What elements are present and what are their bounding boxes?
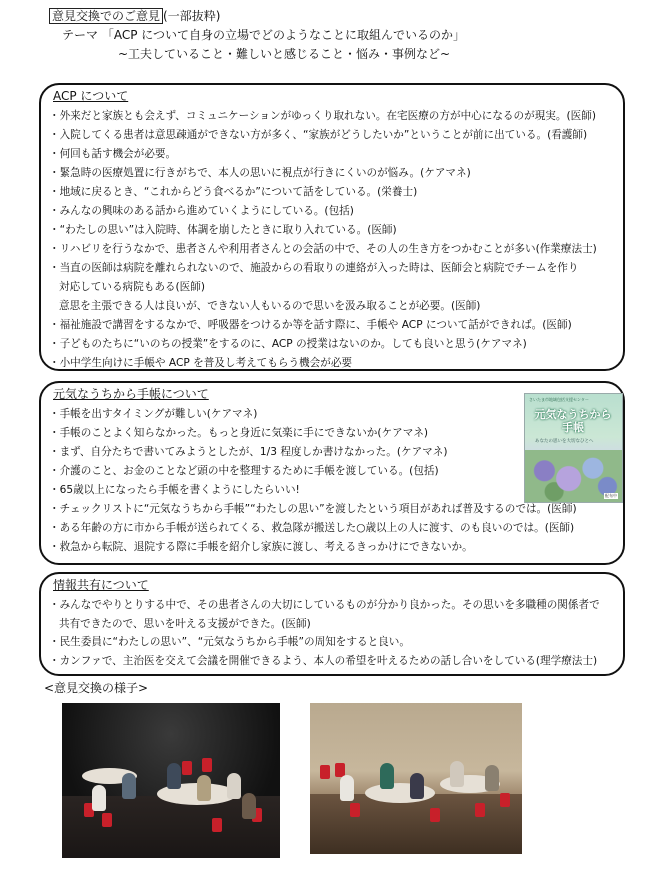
photo-table: [365, 783, 435, 803]
photo-chair: [212, 818, 222, 832]
photo-person: [485, 765, 499, 791]
title-suffix: (一部抜粋): [163, 9, 221, 23]
list-item-continuation: 共有できたので、思いを叶える支援ができた。(医師): [59, 617, 311, 630]
list-item: ・ある年齢の方に市から手帳が送られてくる、救急隊が搬送した○歳以上の人に渡す、のも良いのでは。(医師): [49, 522, 575, 534]
photo-person: [410, 773, 424, 799]
photo-person: [242, 793, 256, 819]
title-boxed: 意見交換でのご意見: [49, 8, 163, 24]
section-genki-techo: [39, 381, 625, 565]
list-item: ・介護のこと、お金のことなど頭の中を整理するために手帳を渡している。(包括): [49, 465, 439, 477]
list-item: ・リハビリを行うなかで、患者さんや利用者さんとの会話の中で、その人の生き方をつかむことが多い(作業療法士): [49, 243, 597, 255]
photo-chair: [182, 761, 192, 775]
theme-subline: ~工夫していること・難しいと感じること・悩み・事例など~: [118, 47, 451, 61]
photo-person: [197, 775, 211, 801]
photo-chair: [500, 793, 510, 807]
photo-person: [227, 773, 241, 799]
list-item: ・みんなの興味のある話から進めていくようにしている。(包括): [49, 205, 354, 217]
photo-chair: [475, 803, 485, 817]
list-item: ・入院してくる患者は意思疎通ができない方が多く、“家族がどうしたいか”ということが前に出ている。(看護師): [49, 129, 588, 141]
photo-chair: [430, 808, 440, 822]
photo-chair: [320, 765, 330, 779]
list-item: ・福祉施設で講習をするなかで、呼吸器をつけるか等を話す際に、手帳や ACP について話ができれば。(医師): [49, 319, 572, 331]
booklet-title: 元気なうちから手帳: [534, 408, 612, 434]
photo-person: [167, 763, 181, 789]
list-item: ・外来だと家族とも会えず、コミュニケーションがゆっくり取れない。在宅医療の方が中心になるのが現実。(医師): [49, 110, 596, 122]
section-info-sharing: [39, 572, 625, 676]
photo-chair: [202, 758, 212, 772]
list-item: ・緊急時の医療処置に行きがちで、本人の思いに視点が行きにくいのが悩み。(ケアマネ): [49, 167, 471, 179]
list-item: ・チェックリストに“元気なうちから手帳”“わたしの思い”を渡したという項目があれば普及するのでは。(医師): [49, 503, 577, 515]
list-item: ・救急から転院、退院する際に手帳を紹介し家族に渡し、考えるきっかけにできないか。: [49, 541, 473, 553]
photo-chair: [350, 803, 360, 817]
list-item: ・手帳のことよく知らなかった。もっと身近に気楽に手にできないか(ケアマネ): [49, 427, 429, 439]
list-item: ・小中学生向けに手帳や ACP を普及し考えてもらう機会が必要: [49, 357, 353, 369]
booklet-note: あなたの思いを大切なひとへ: [535, 439, 594, 444]
meeting-photo: [62, 703, 280, 858]
section-acp: [39, 83, 625, 371]
booklet-footer: 配布中: [605, 493, 617, 498]
photo-person: [122, 773, 136, 799]
section-title: ACP について: [53, 89, 129, 103]
photo-floor: [310, 794, 522, 854]
section-title: 元気なうちから手帳について: [53, 387, 209, 401]
list-item: ・子どものたちに“いのちの授業”をするのに、ACP の授業はないのか。しても良いと思う(ケアマネ): [49, 338, 527, 350]
list-item: ・何回も話す機会が必要。: [49, 148, 177, 160]
meeting-photo: [310, 703, 522, 854]
list-item: ・地域に戻るとき、“これからどう食べるか”について話をしている。(栄養士): [49, 186, 418, 198]
list-item: ・手帳を出すタイミングが難しい(ケアマネ): [49, 408, 258, 420]
list-item: ・まず、自分たちで書いてみようとしたが、1/3 程度しか書けなかった。(ケアマネ): [49, 446, 448, 458]
photo-person: [340, 775, 354, 801]
list-item-continuation: 対応している病院もある(医師): [59, 281, 205, 293]
photo-person: [380, 763, 394, 789]
list-item: ・当直の医師は病院を離れられないので、施設からの看取りの連絡が入った時は、医師会と病院でチームを作り: [49, 262, 579, 274]
photo-person: [92, 785, 106, 811]
item-list: [49, 596, 615, 670]
list-item: ・カンファで、主治医を交えて会議を開催できるよう、本人の希望を叶えるための話し合いをしている(理学療法士): [49, 654, 598, 667]
list-item: ・みんなでやりとりする中で、その患者さんの大切にしているものが分かり良かった。その思いを多職種の関係者で: [49, 599, 600, 611]
list-item: ・65歳以上になったら手帳を書くようにしたらいい!: [49, 484, 300, 496]
theme-line: テーマ 「ACP について自身の立場でどのようなことに取組んでいるのか」: [62, 28, 466, 42]
list-item: ・“わたしの思い”は入院時、体調を崩したときに取り入れている。(医師): [49, 224, 397, 236]
photo-person: [450, 761, 464, 787]
photo-chair: [102, 813, 112, 827]
item-list: [49, 107, 615, 373]
photos-caption: <意見交換の様子>: [44, 681, 149, 695]
booklet-top-text: さいたま市地域包括支援センター: [529, 397, 589, 402]
list-item: ・民生委員に“わたしの思い”、“元気なうちから手帳”の周知をすると良い。: [49, 636, 410, 648]
booklet-cover-image: [524, 393, 623, 503]
page-title: [49, 8, 220, 24]
section-title: 情報共有について: [53, 578, 149, 592]
list-item-continuation: 意思を主張できる人は良いが、できない人もいるので思いを汲み取ることが必要。(医師): [59, 300, 481, 312]
